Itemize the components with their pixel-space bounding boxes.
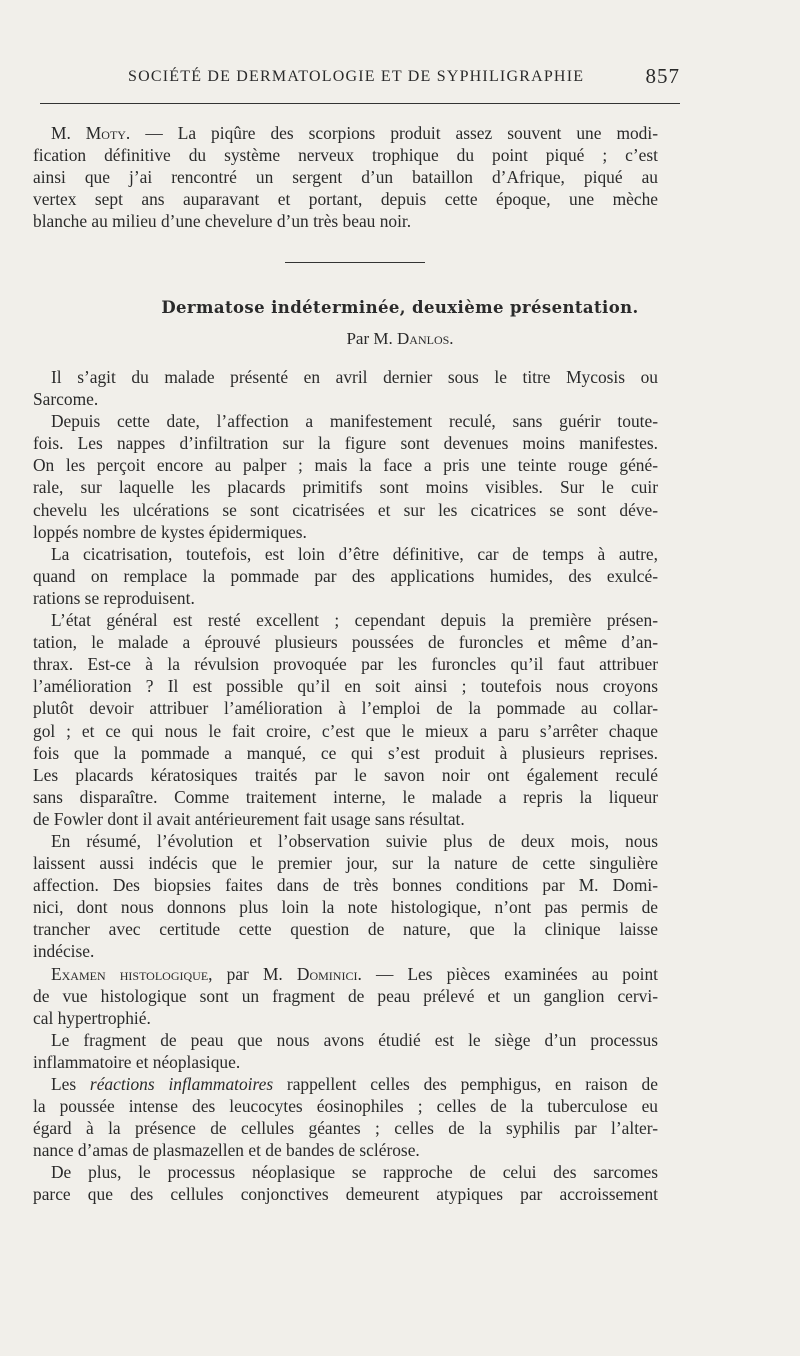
text-line: loppés nombre de kystes épidermiques.	[33, 521, 307, 542]
text-line: La cicatrisation, toutefois, est loin d’être définitive, car de temps à autre,	[51, 543, 658, 564]
examiner-name: Dominici.	[296, 963, 362, 984]
text-line: rations se reproduisent.	[33, 587, 195, 608]
text-line: rale, sur laquelle les placards primitifs sont moins visibles. Sur le cuir	[33, 477, 658, 498]
text-line: quand on remplace la pommade par des applications humides, des exulcé-	[33, 565, 658, 586]
header-rule	[40, 103, 680, 104]
text-line: L’état général est resté excellent ; cependant depuis la première présen-	[51, 610, 658, 631]
text-line: Examen histologique, par M. Dominici. — Les pièces examinées au point	[51, 963, 658, 984]
text-line: thrax. Est-ce à la révulsion provoquée par les furoncles qu’il faut attribuer	[33, 654, 658, 675]
exam-heading: Examen histologique,	[51, 963, 213, 984]
speaker-name: M. Moty.	[51, 123, 131, 143]
text-line: Sarcome.	[33, 389, 99, 410]
text-line: nance d’amas de plasmazellen et de bandes de sclérose.	[33, 1140, 420, 1161]
text-line: tation, le malade a éprouvé plusieurs poussées de furoncles et même d’an-	[33, 632, 658, 653]
text-line: Il s’agit du malade présenté en avril dernier sous le titre Mycosis ou	[51, 367, 658, 387]
running-title: SOCIÉTÉ DE DERMATOLOGIE ET DE SYPHILIGRAPHIE	[128, 68, 585, 85]
text-line: Les réactions inflammatoires rappellent celles des pemphigus, en raison de	[51, 1074, 658, 1094]
text-line: la poussée intense des leucocytes éosinophiles ; celles de la tuberculose eu	[33, 1096, 658, 1117]
text-line: fois. Les nappes d’infiltration sur la figure sont devenues moins manifestes.	[33, 433, 658, 454]
text-line: nici, dont nous donnons plus loin la note histologique, n’ont pas permis de	[33, 897, 658, 918]
article-body	[33, 366, 658, 1206]
text-line: laissent aussi indécis que le premier jour, sur la nature de cette singulière	[33, 853, 658, 874]
text-line: Depuis cette date, l’affection a manifestement reculé, sans guérir toute-	[51, 411, 658, 432]
text-line: Les placards kératosiques traités par le savon noir ont également reculé	[33, 764, 658, 785]
text-line: trancher avec certitude cette question de nature, que la clinique laisse	[33, 919, 658, 940]
text-line: inflammatoire et néoplasique.	[33, 1051, 241, 1072]
text-line: indécise.	[33, 941, 95, 962]
text-line: de vue histologique sont un fragment de peau prélevé et un ganglion cervi-	[33, 985, 658, 1006]
text-line: l’amélioration ? Il est possible qu’il en soit ainsi ; toutefois nous croyons	[33, 676, 658, 697]
page-number: 857	[645, 64, 680, 88]
italic-term: réactions inflammatoires	[89, 1074, 274, 1094]
text-line: affection. Des biopsies faites dans de très bonnes conditions par M. Domi-	[33, 875, 658, 896]
text-line: chevelu les ulcérations se sont cicatrisées et sur les cicatrices se sont déve-	[33, 499, 658, 520]
text-line: On les perçoit encore au palper ; mais la face a pris une teinte rouge géné-	[33, 455, 658, 476]
text-line: vertex sept ans auparavant et portant, depuis cette époque, une mèche	[33, 189, 658, 210]
text-line: En résumé, l’évolution et l’observation suivie plus de deux mois, nous	[51, 830, 658, 851]
author-name: Danlos.	[397, 329, 454, 348]
text-line: blanche au milieu d’une chevelure d’un très beau noir.	[33, 211, 412, 232]
text-line: fication définitive du système nerveux trophique du point piqué ; c’est	[33, 145, 658, 166]
text-line: plutôt devoir attribuer l’amélioration à l’emploi de la pommade au collar-	[33, 698, 658, 719]
text-line: parce que des cellules conjonctives demeurent atypiques par accroissement	[33, 1184, 658, 1205]
text-line: Le fragment de peau que nous avons étudié est le siège d’un processus	[51, 1029, 658, 1050]
text-line: M. Moty. — La piqûre des scorpions produit assez souvent une modi-	[51, 123, 658, 143]
text-line: égard à la présence de cellules géantes ; celles de la syphilis par l’alter-	[33, 1118, 658, 1139]
text-line: sans disparaître. Comme traitement interne, le malade a repris la liqueur	[33, 786, 658, 807]
text-line: cal hypertrophié.	[33, 1007, 151, 1028]
moty-paragraph	[33, 122, 658, 232]
text-line: de Fowler dont il avait antérieurement fait usage sans résultat.	[33, 808, 465, 829]
text-line: fois que la pommade a manqué, ce qui s’est produit à plusieurs reprises.	[33, 742, 658, 763]
section-divider	[285, 262, 425, 263]
section-author: Par M. Danlos.	[346, 329, 454, 348]
running-header	[40, 64, 680, 94]
section-title: Dermatose indéterminée, deuxième présentation.	[161, 298, 639, 317]
text-line: gol ; et ce qui nous le fait croire, c’est que le mieux a paru s’arrêter chaque	[33, 720, 658, 741]
text-line: ainsi que j’ai rencontré un sergent d’un bataillon d’Afrique, piqué au	[33, 167, 658, 188]
text-line: De plus, le processus néoplasique se rapproche de celui des sarcomes	[51, 1162, 658, 1183]
